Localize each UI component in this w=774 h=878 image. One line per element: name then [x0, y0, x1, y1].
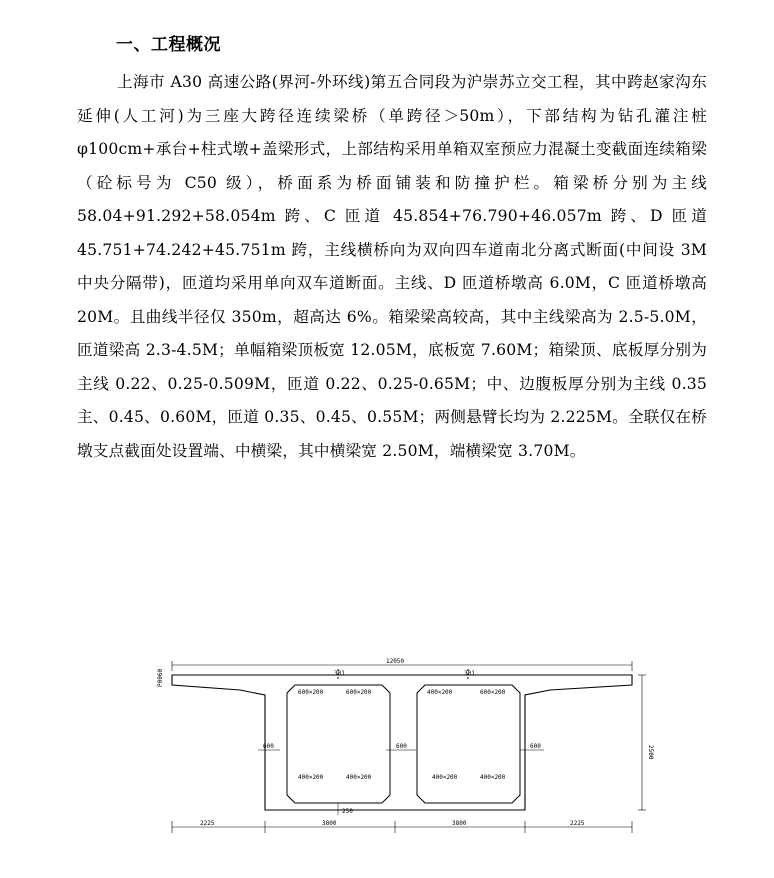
box-girder-cross-section-drawing: [150, 655, 654, 845]
dim-web-left: 600: [263, 743, 274, 750]
fillet-label-4: 600×200: [480, 689, 506, 696]
fillet-label-8: 400×200: [480, 774, 506, 781]
dim-web-mid: 600: [396, 743, 407, 750]
fillet-label-5: 400×200: [298, 774, 324, 781]
fillet-label-3: 400×200: [427, 689, 453, 696]
dim-overhang-right: 2225: [570, 820, 585, 827]
fillet-label-6: 400×200: [346, 774, 372, 781]
left-cell-outline: [287, 685, 390, 803]
dim-top-slab-2: 301: [464, 670, 475, 677]
dim-bottom-cell-2: 3800: [452, 820, 467, 827]
dim-web-right: 600: [530, 743, 541, 750]
dim-height: 2500: [647, 745, 654, 760]
fillet-label-2: 600×200: [346, 689, 372, 696]
fillet-label-1: 600×200: [298, 689, 324, 696]
dim-left-edge: P0060: [157, 668, 164, 687]
project-overview-paragraph: 上海市 A30 高速公路(界河-外环线)第五合同段为沪崇苏立交工程，其中跨赵家沟东延伸(人工河)为三座大跨径连续梁桥（单跨径＞50m），下部结构为钻孔灌注桩φ100cm+承台+柱式墩+盖梁形式，上部结构采用单箱双室预应力混凝土变截面连续箱梁（砼标号为 C50 级），桥面系为桥面铺装和防撞护栏。箱梁桥分别为主线 58.04+91.292+58.054m 跨、C 匝道 45.854+76.790+46.057m 跨、D 匝道 45.751+74.242+45.751m 跨，主线横桥向为双向四车道南北分离式断面(中间设 3M 中央分隔带)，匝道均采用单向双车道断面。主线、D 匝道桥墩高 6.0M，C 匝道桥墩高 20M。且曲线半径仅 350m，超高达 6%。箱梁梁高较高，其中主线梁高为 2.5-5.0M，匝道梁高 2.3-4.5M；单幅箱梁顶板宽 12.05M，底板宽 7.60M；箱梁顶、底板厚分别为主线 0.22、0.25-0.509M，匝道 0.22、0.25-0.65M；中、边腹板厚分别为主线 0.35 主、0.45、0.60M，匝道 0.35、0.45、0.55M；两侧悬臂长均为 2.225M。全联仅在桥墩支点截面处设置端、中横梁，其中横梁宽 2.50M，端横梁宽 3.70M。: [77, 73, 707, 460]
dim-bottom-slab: 250: [342, 808, 353, 815]
dim-top-slab-1: 301: [334, 670, 345, 677]
dim-bottom-cell-1: 3800: [322, 820, 337, 827]
dim-overhang-left: 2225: [200, 820, 215, 827]
right-cell-outline: [417, 685, 520, 803]
dim-top-width: 12050: [385, 658, 405, 665]
fillet-label-7: 400×200: [432, 774, 458, 781]
section-heading: 一、工程概况: [116, 35, 221, 55]
